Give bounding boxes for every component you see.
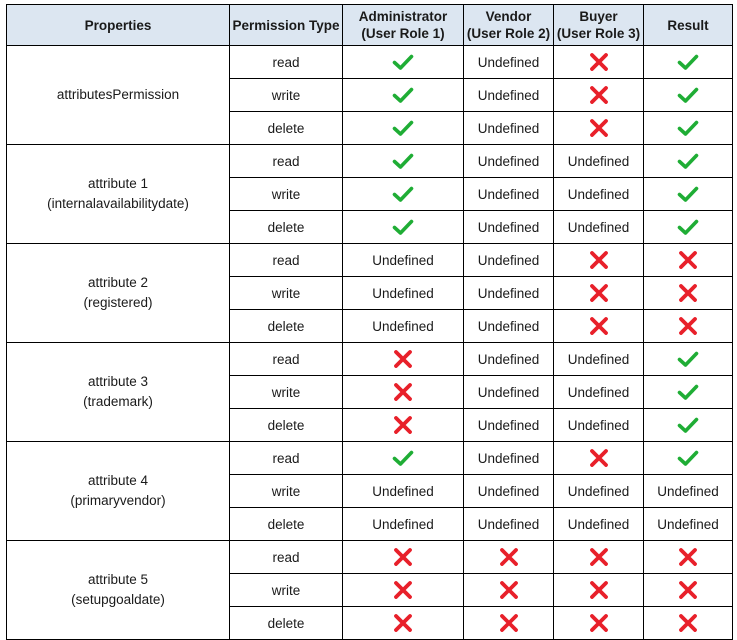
permission-type-cell: delete [230,310,343,343]
status-cell [464,244,554,277]
column-header-properties [7,5,230,46]
permission-type-cell: read [230,145,343,178]
cross-icon [392,614,414,632]
permission-type-cell: delete [230,409,343,442]
status-cell [464,508,554,541]
status-cell [343,79,464,112]
status-cell [554,376,644,409]
permission-type-cell: write [230,79,343,112]
undefined-label: Undefined [477,384,540,400]
column-header-result [644,5,733,46]
status-cell [644,46,733,79]
property-name: attribute 5 [87,572,149,587]
cross-icon [677,548,699,566]
property-name-cell [7,145,230,244]
cross-icon [392,581,414,599]
column-header-title: Buyer [579,9,618,24]
table-header [7,5,733,46]
status-cell [464,409,554,442]
cross-icon [588,86,610,104]
check-icon [677,449,699,467]
cross-icon [498,614,520,632]
check-icon [392,218,414,236]
property-key: (registered) [83,295,153,310]
column-header-title: Result [667,17,709,33]
status-cell [464,574,554,607]
check-icon [392,119,414,137]
status-cell [343,475,464,508]
permission-type-cell: read [230,244,343,277]
status-cell [343,310,464,343]
cross-icon [498,548,520,566]
cross-icon [392,383,414,401]
undefined-label: Undefined [477,87,540,103]
permission-type-cell: delete [230,508,343,541]
cross-icon [588,581,610,599]
undefined-label: Undefined [567,417,630,433]
status-cell [464,277,554,310]
undefined-label: Undefined [477,252,540,268]
cross-icon [392,548,414,566]
column-header-title: Properties [84,17,152,33]
status-cell [644,409,733,442]
undefined-label: Undefined [567,219,630,235]
status-cell [644,343,733,376]
property-name-cell [7,244,230,343]
status-cell [644,508,733,541]
cross-icon [677,614,699,632]
status-cell [644,541,733,574]
status-cell [554,310,644,343]
property-name-cell [7,46,230,145]
status-cell [343,277,464,310]
status-cell [644,79,733,112]
table-row [7,244,733,277]
status-cell [554,508,644,541]
cross-icon [588,548,610,566]
status-cell [554,409,644,442]
undefined-label: Undefined [372,483,434,499]
status-cell [554,79,644,112]
check-icon [677,185,699,203]
permission-type-cell: delete [230,607,343,640]
undefined-label: Undefined [567,153,630,169]
permission-type-cell: write [230,475,343,508]
undefined-label: Undefined [477,318,540,334]
cross-icon [588,614,610,632]
column-header-subtitle: (User Role 3) [556,26,641,41]
property-key: (setupgoaldate) [71,592,165,607]
status-cell [343,442,464,475]
undefined-label: Undefined [657,516,719,532]
status-cell [554,145,644,178]
property-name: attribute 2 [87,275,149,290]
cross-icon [392,416,414,434]
undefined-label: Undefined [477,417,540,433]
status-cell [644,475,733,508]
permission-type-cell: write [230,178,343,211]
undefined-label: Undefined [477,186,540,202]
status-cell [343,145,464,178]
property-name-cell [7,442,230,541]
permission-type-cell: delete [230,211,343,244]
property-key: (internalavailabilitydate) [47,196,189,211]
status-cell [343,508,464,541]
status-cell [644,145,733,178]
status-cell [464,343,554,376]
check-icon [677,416,699,434]
status-cell [644,244,733,277]
permission-type-cell: write [230,574,343,607]
table-body [7,46,733,640]
status-cell [464,178,554,211]
status-cell [343,46,464,79]
undefined-label: Undefined [567,516,630,532]
status-cell [644,376,733,409]
header-row [7,5,733,46]
status-cell [343,178,464,211]
status-cell [464,112,554,145]
undefined-label: Undefined [477,54,540,70]
status-cell [644,607,733,640]
undefined-label: Undefined [372,516,434,532]
status-cell [343,574,464,607]
check-icon [392,449,414,467]
column-header-title: Administrator [358,9,448,24]
status-cell [554,178,644,211]
undefined-label: Undefined [477,120,540,136]
undefined-label: Undefined [477,153,540,169]
status-cell [343,409,464,442]
check-icon [392,53,414,71]
permission-type-cell: read [230,442,343,475]
table-row [7,442,733,475]
cross-icon [588,119,610,137]
property-name: attribute 1 [87,176,149,191]
check-icon [677,383,699,401]
status-cell [464,46,554,79]
status-cell [644,178,733,211]
property-name: attributesPermission [56,87,180,102]
cross-icon [677,284,699,302]
status-cell [464,475,554,508]
undefined-label: Undefined [372,318,434,334]
permission-type-cell: write [230,376,343,409]
status-cell [464,442,554,475]
status-cell [464,211,554,244]
cross-icon [588,449,610,467]
status-cell [644,112,733,145]
undefined-label: Undefined [477,285,540,301]
property-name-cell [7,343,230,442]
status-cell [554,442,644,475]
status-cell [554,211,644,244]
status-cell [464,79,554,112]
undefined-label: Undefined [477,483,540,499]
cross-icon [588,284,610,302]
column-header-subtitle: (User Role 2) [466,26,551,41]
table-row [7,145,733,178]
cross-icon [677,251,699,269]
undefined-label: Undefined [567,351,630,367]
check-icon [677,218,699,236]
status-cell [554,277,644,310]
column-header-subtitle: (User Role 1) [361,26,445,41]
status-cell [644,574,733,607]
table-row [7,343,733,376]
status-cell [554,541,644,574]
permission-type-cell: write [230,277,343,310]
status-cell [343,376,464,409]
column-header-permission-type [230,5,343,46]
permission-type-cell: delete [230,112,343,145]
property-key: (primaryvendor) [70,493,166,508]
status-cell [554,343,644,376]
status-cell [554,607,644,640]
cross-icon [588,251,610,269]
status-cell [554,475,644,508]
column-header-title: Permission Type [232,17,340,33]
check-icon [677,350,699,368]
column-header-vendor [464,5,554,46]
undefined-label: Undefined [372,252,434,268]
check-icon [677,86,699,104]
cross-icon [498,581,520,599]
status-cell [464,145,554,178]
status-cell [343,607,464,640]
property-key: (trademark) [83,394,153,409]
status-cell [644,310,733,343]
property-name: attribute 3 [87,374,149,389]
status-cell [464,376,554,409]
check-icon [392,86,414,104]
undefined-label: Undefined [567,186,630,202]
permission-type-cell: read [230,541,343,574]
status-cell [644,442,733,475]
status-cell [554,244,644,277]
undefined-label: Undefined [477,219,540,235]
cross-icon [677,317,699,335]
status-cell [464,541,554,574]
undefined-label: Undefined [477,351,540,367]
status-cell [644,211,733,244]
check-icon [677,119,699,137]
column-header-title: Vendor [485,9,532,24]
column-header-buyer [554,5,644,46]
status-cell [343,541,464,574]
check-icon [677,53,699,71]
status-cell [554,46,644,79]
permission-type-cell: read [230,343,343,376]
status-cell [343,112,464,145]
status-cell [554,574,644,607]
check-icon [392,152,414,170]
undefined-label: Undefined [567,384,630,400]
status-cell [644,277,733,310]
undefined-label: Undefined [477,516,540,532]
status-cell [464,310,554,343]
cross-icon [588,317,610,335]
table-row [7,46,733,79]
undefined-label: Undefined [477,450,540,466]
cross-icon [588,53,610,71]
undefined-label: Undefined [372,285,434,301]
cross-icon [677,581,699,599]
table-row [7,541,733,574]
undefined-label: Undefined [567,483,630,499]
property-name-cell [7,541,230,640]
column-header-administrator [343,5,464,46]
status-cell [343,343,464,376]
status-cell [343,244,464,277]
undefined-label: Undefined [657,483,719,499]
cross-icon [392,350,414,368]
permission-table [6,4,733,640]
status-cell [554,112,644,145]
check-icon [677,152,699,170]
status-cell [464,607,554,640]
status-cell [343,211,464,244]
property-name: attribute 4 [87,473,149,488]
permission-type-cell: read [230,46,343,79]
check-icon [392,185,414,203]
